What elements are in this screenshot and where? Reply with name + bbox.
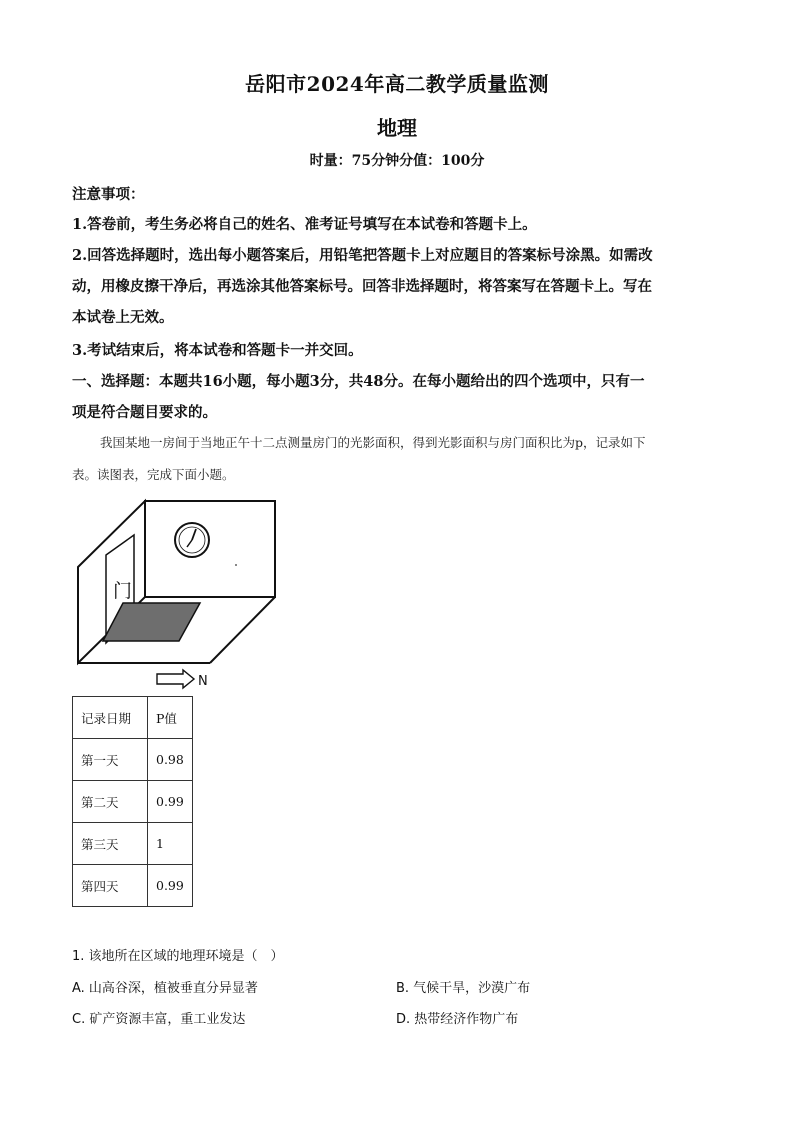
light-shadow-area — [103, 603, 200, 641]
notice-item-1: 1.答卷前，考生务必将自己的姓名、准考证号填写在本试卷和答题卡上。 — [72, 216, 537, 233]
option-a[interactable]: A. 山高谷深，植被垂直分异显著 — [72, 981, 258, 996]
option-c[interactable]: C. 矿产资源丰富，重工业发达 — [72, 1012, 246, 1027]
notice-item-2-line-2: 动，用橡皮擦干净后，再选涂其他答案标号。回答非选择题时，将答案写在答题卡上。写在 — [72, 278, 652, 295]
p-value-table — [72, 696, 193, 907]
stem-line-1: 我国某地一房间于当地正午十二点测量房门的光影面积，得到光影面积与房门面积比为p，记录如下 — [100, 435, 646, 450]
table-header-row — [73, 697, 193, 739]
room-figure — [70, 495, 290, 693]
notice-heading: 注意事项： — [72, 186, 145, 203]
stem-line-2: 表。读图表，完成下面小题。 — [72, 467, 235, 482]
section-heading-line-2: 项是符合题目要求的。 — [72, 404, 217, 421]
notice-item-2-line-1: 2.回答选择题时，选出每小题答案后，用铅笔把答题卡上对应题目的答案标号涂黑。如需改 — [72, 247, 653, 264]
notice-item-2-line-3: 本试卷上无效。 — [72, 309, 174, 326]
table-cell-p: 1 — [148, 823, 193, 865]
question-1-stem: 1. 该地所在区域的地理环境是（ ） — [72, 949, 284, 964]
table-header-p: P值 — [148, 697, 193, 739]
table-cell-date: 第一天 — [73, 739, 148, 781]
table-cell-date: 第四天 — [73, 865, 148, 907]
clock-icon — [175, 523, 209, 557]
table-row — [73, 865, 193, 907]
table-cell-date: 第二天 — [73, 781, 148, 823]
north-label: N — [198, 674, 208, 689]
exam-title: 岳阳市2024年高二教学质量监测 — [245, 72, 549, 96]
table-row — [73, 781, 193, 823]
door-label: 门 — [113, 580, 133, 602]
table-cell-p: 0.99 — [148, 865, 193, 907]
exam-meta: 时量：75分钟分值：100分 — [309, 153, 485, 169]
option-d[interactable]: D. 热带经济作物广布 — [396, 1012, 519, 1027]
table-cell-p: 0.99 — [148, 781, 193, 823]
section-heading-line-1: 一、选择题：本题共16小题，每小题3分，共48分。在每小题给出的四个选项中，只有一 — [72, 373, 645, 390]
table-header-date: 记录日期 — [73, 697, 148, 739]
table-cell-date: 第三天 — [73, 823, 148, 865]
table-row — [73, 739, 193, 781]
notice-item-3: 3.考试结束后，将本试卷和答题卡一并交回。 — [72, 342, 363, 359]
north-arrow-icon — [157, 670, 194, 688]
subject-title: 地理 — [377, 116, 417, 140]
table-row — [73, 823, 193, 865]
option-b[interactable]: B. 气候干旱，沙漠广布 — [396, 981, 531, 996]
table-cell-p: 0.98 — [148, 739, 193, 781]
